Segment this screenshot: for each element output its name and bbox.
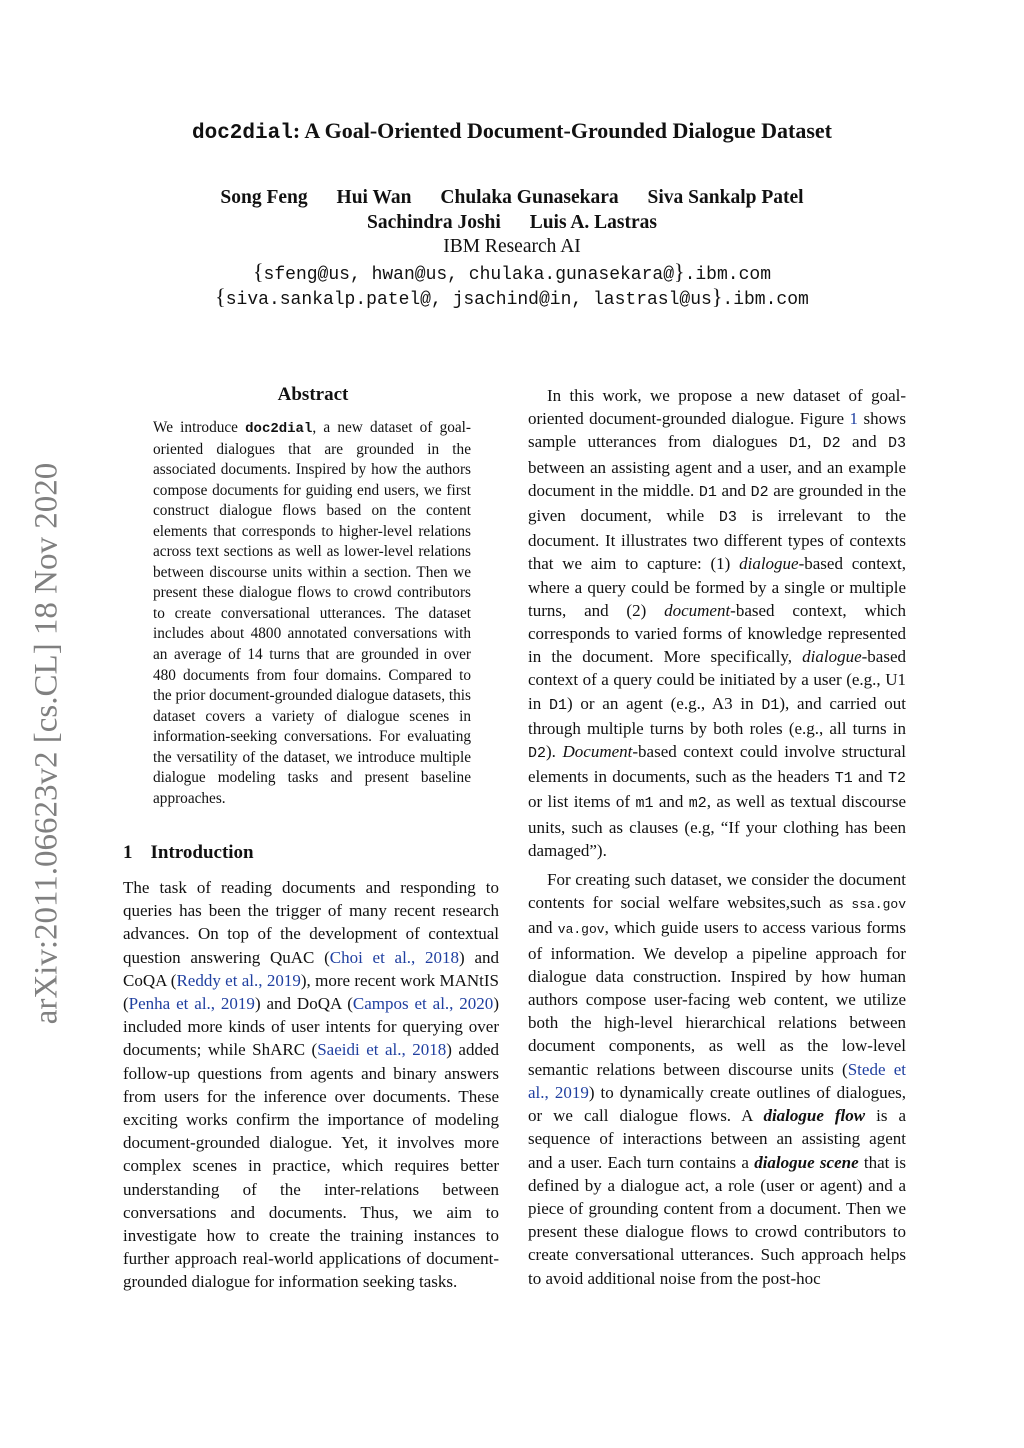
citation-link[interactable]: Choi et al., 2018 xyxy=(329,947,460,967)
author: Siva Sankalp Patel xyxy=(647,187,804,208)
right-column xyxy=(528,384,906,1290)
dataset-name: doc2dial xyxy=(191,122,293,145)
author: Sachindra Joshi xyxy=(366,212,501,233)
paragraph: In this work, we propose a new dataset of goal-oriented document-grounded dialogue. Figure 1 shows sample utterances from dialogues D1, D2 and D3 between an assisting agent and a user, and an example document in the middle. D1 and D2 are grounded in the given document, while D3 is irrelevant to the document. It illustrates two different types of contexts that we aim to capture: (1) dialogue-based context, where a query could be formed by a single or multiple turns, and (2) document-based context, which corresponds to varied forms of knowledge represented in the document. More specifically, dialogue-based context of a query could be initiated by a user (e.g., U1 in D1) or an agent (e.g., A3 in D1), and carried out through multiple turns by both roles (e.g., all turns in D2). Document-based context could involve structural elements in documents, such as the headers T1 and T2 or list items of m1 and m2, as well as textual discourse units, such as clauses (e.g, “If your clothing has been damaged”). xyxy=(528,386,907,860)
introduction-paragraph: The task of reading documents and responding to queries has been the trigger of many recent research advances. On top of the development of contextual question answering QuAC (Choi et al., 2018) and CoQA (Reddy et al., 2019), more recent work MANtIS (Penha et al., 2019) and DoQA (Campos et al., 2020) included more kinds of user intents for querying over documents; while ShARC (Saeidi et al., 2018) added follow-up questions from agents and binary answers from users for the inference over documents. These exciting works confirm the importance of modeling document-grounded dialogue. Yet, it involves more complex scenes in practice, which requires better understanding of the inter-relations between conversations and documents. Thus, we aim to investigate how to create the training instances to further approach real-world applications of document-grounded dialogue for information seeking tasks. xyxy=(123,878,500,1292)
author: Hui Wan xyxy=(336,187,412,208)
email-line-1: {sfeng@us, hwan@us, chulaka.gunasekara@}.ibm.com xyxy=(252,259,771,285)
author: Chulaka Gunasekara xyxy=(440,187,619,208)
paragraph: For creating such dataset, we consider the document contents for social welfare websites,such as ssa.gov and va.gov, which guide users to access various forms of information. We develop a pipeline approach for dialogue data construction. Inspired by how human authors compose user-facing web content, we utilize both the high-level hierarchical relations between document components, as well as the low-level semantic relations between discourse units (Stede et al., 2019) to dynamically create outlines of dialogues, or we call dialogue flows. A dialogue flow is a sequence of interactions between an assisting agent and a user. Each turn contains a dialogue scene that is defined by a dialogue act, a role (user or agent) and a piece of grounding content from a document. Then we present these dialogue flows to crowd contributors to create conversational utterances. Such approach helps to avoid additional noise from the post-hoc xyxy=(528,870,906,1288)
arxiv-identifier: arXiv:2011.06623v2 [cs.CL] 18 Nov 2020 xyxy=(28,462,65,1025)
author: Song Feng xyxy=(220,187,308,208)
citation-link[interactable]: Saeidi et al., 2018 xyxy=(317,1040,447,1060)
citation-link[interactable]: Stede et al., 2019 xyxy=(528,1059,906,1102)
email-line-2: {siva.sankalp.patel@, jsachind@in, lastrasl@us}.ibm.com xyxy=(215,284,809,310)
authors-row-2 xyxy=(0,212,1024,234)
citation-link[interactable]: Reddy et al., 2019 xyxy=(176,970,301,990)
abstract-heading: Abstract xyxy=(277,384,349,405)
paper-title xyxy=(0,118,1024,145)
affiliation: IBM Research AI xyxy=(443,236,581,257)
section-heading-introduction: 1 Introduction xyxy=(123,842,254,863)
author: Luis A. Lastras xyxy=(529,212,658,233)
authors-row-1 xyxy=(0,187,1024,209)
dataset-name-inline: doc2dial xyxy=(245,421,313,437)
citation-link[interactable]: Campos et al., 2020 xyxy=(352,994,494,1014)
title-rest: : A Goal-Oriented Document-Grounded Dialogue Dataset xyxy=(292,118,832,143)
citation-link[interactable]: Penha et al., 2019 xyxy=(128,994,255,1014)
figure-link[interactable]: 1 xyxy=(849,409,859,429)
abstract-text: We introduce doc2dial, a new dataset of goal-oriented dialogues that are grounded in the associated documents. Inspired by how the authors compose documents for guiding end users, we first construct dialogue flows based on the content elements that corresponds to higher-level relations across text sections as well as lower-level relations between discourse units within a section. Then we present these dialogue flows to crowd contributors to create conversational utterances. The dataset includes about 4800 annotated conversations with an average of 14 turns that are grounded in over 480 documents from four domains. Compared to the prior document-grounded dialogue datasets, this dataset covers a variety of dialogue scenes in information-seeking conversations. For evaluating the versatility of the dataset, we introduce multiple dialogue modeling tasks and present baseline approaches. xyxy=(153,419,471,807)
